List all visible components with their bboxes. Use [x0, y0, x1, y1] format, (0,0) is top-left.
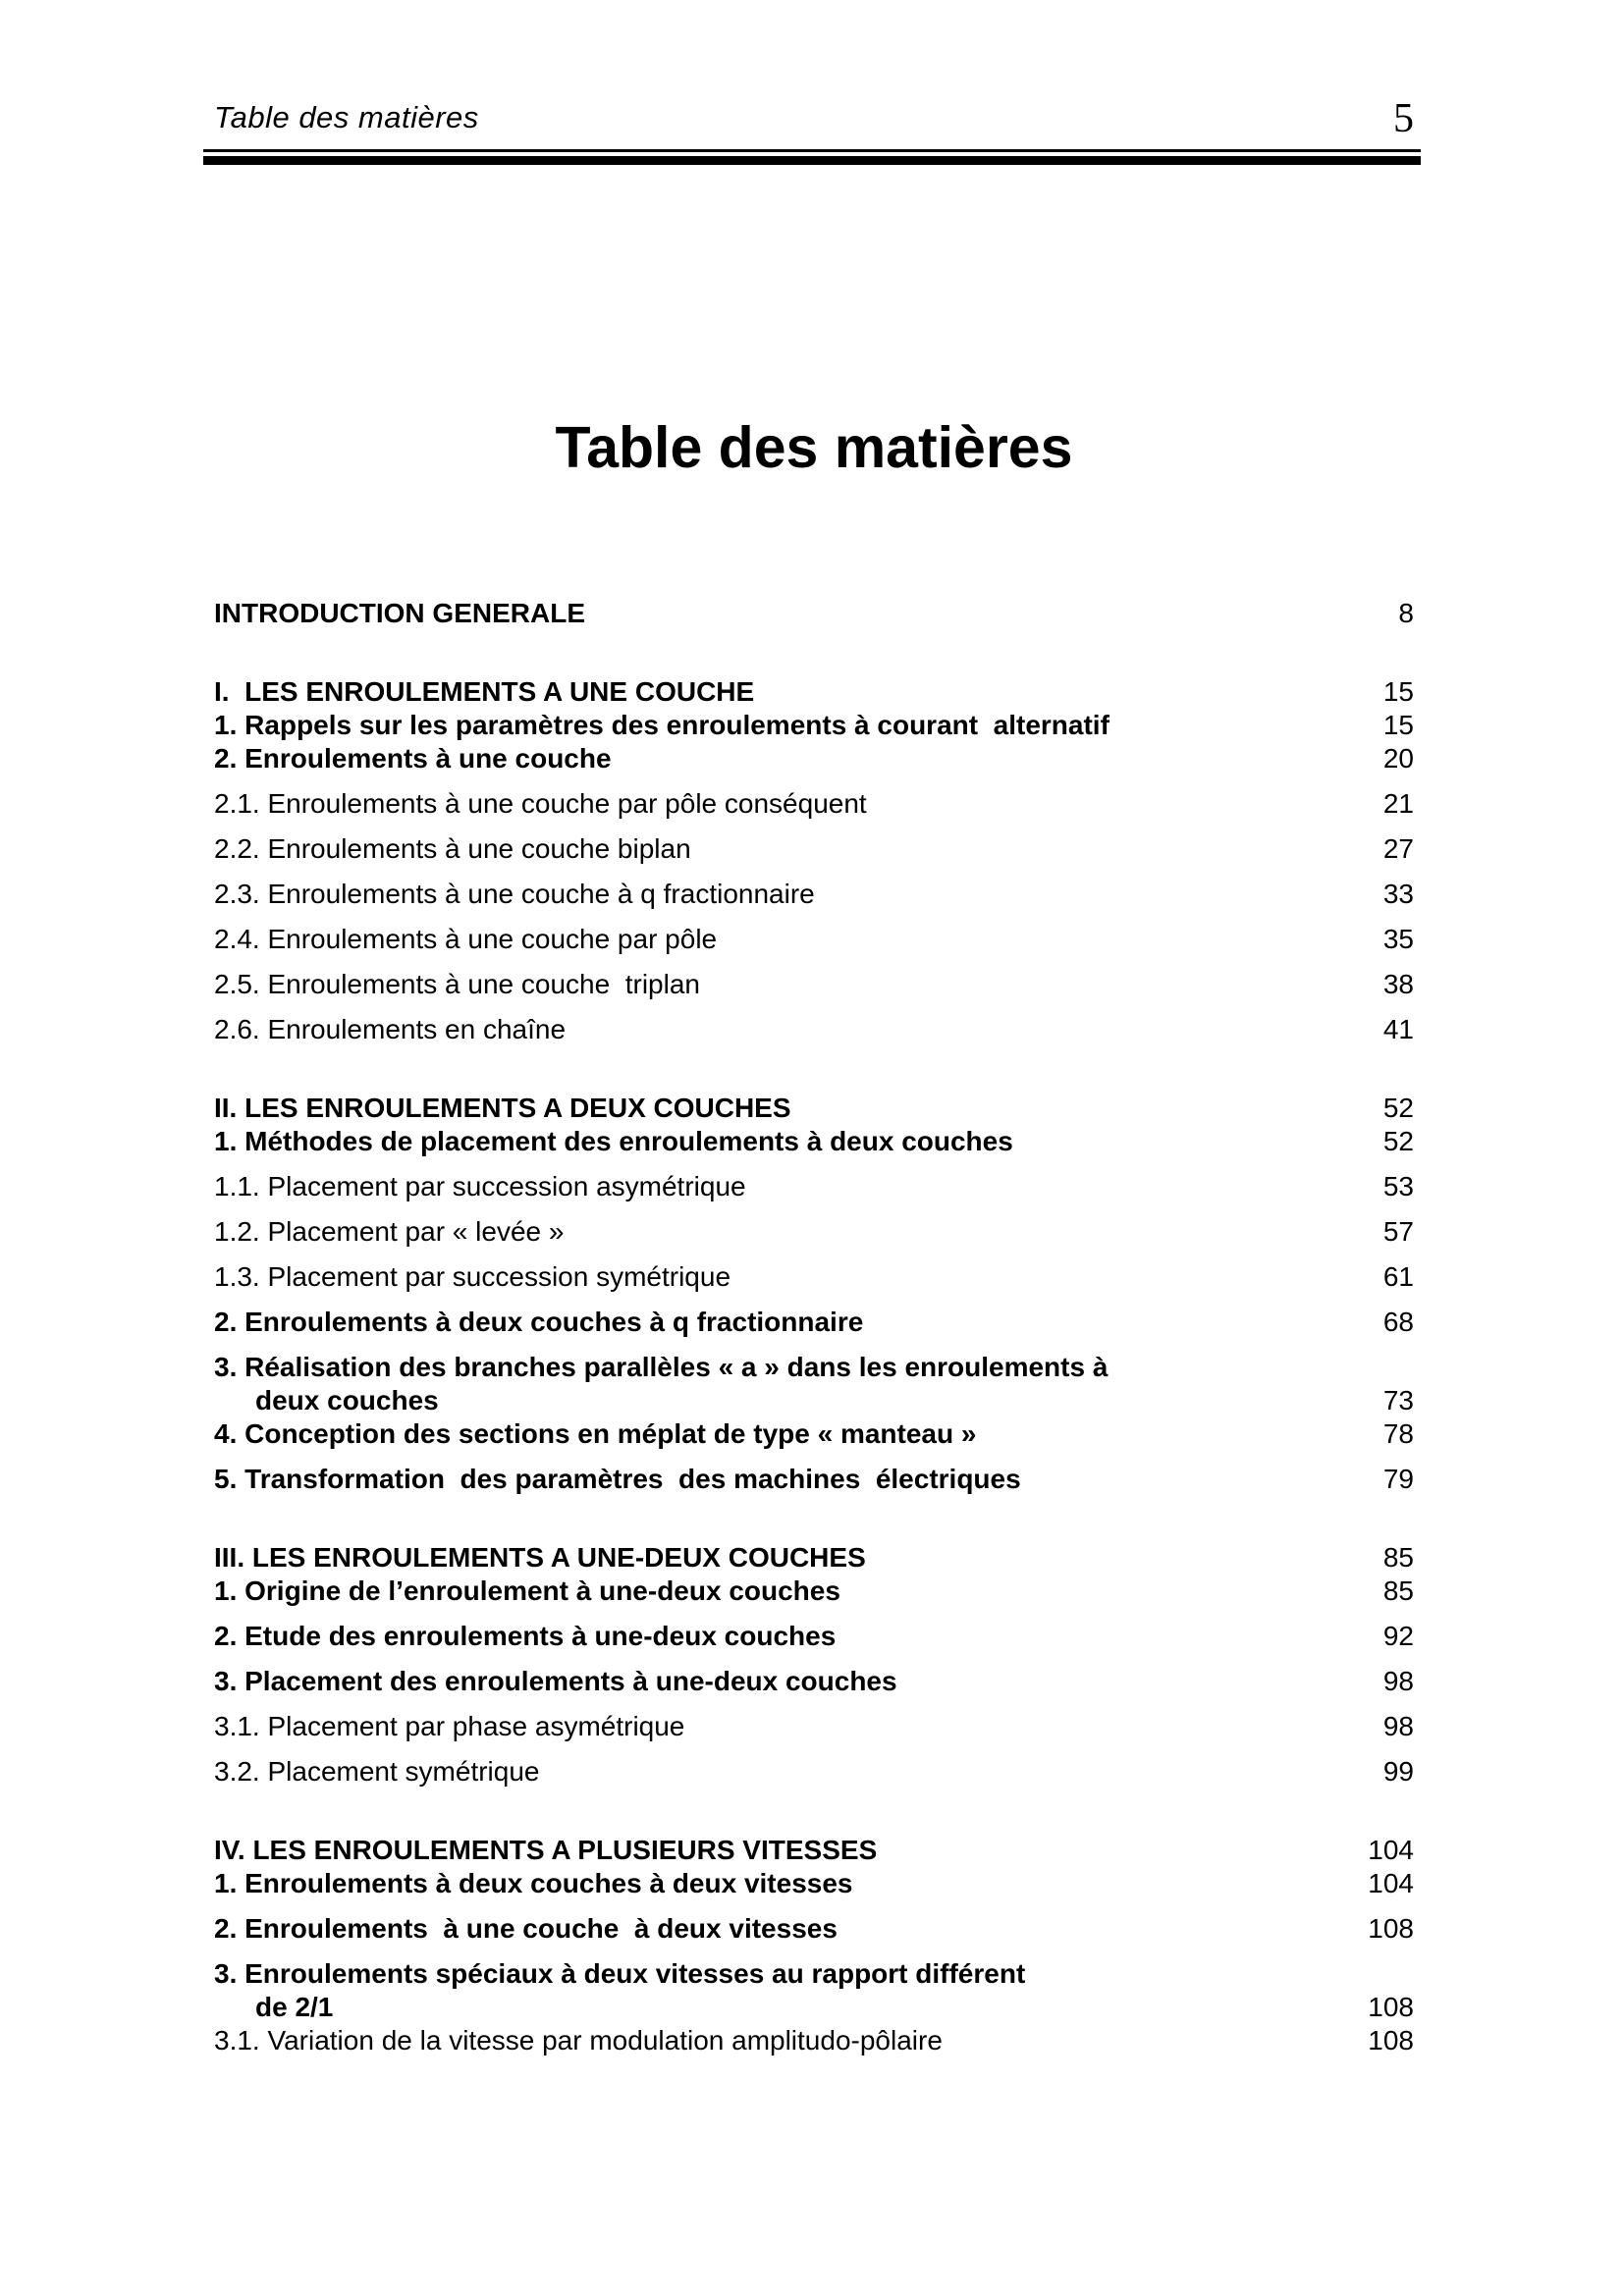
toc-entry-label: de 2/1 — [255, 1992, 334, 2022]
toc-entry-page: 33 — [1382, 879, 1414, 909]
toc-entry-label: 1. Origine de l’enroulement à une-deux couches — [214, 1575, 840, 1606]
toc-entry-page: 108 — [1368, 1913, 1414, 1944]
toc-row — [214, 1710, 1414, 1743]
toc-entry-page: 99 — [1382, 1756, 1414, 1787]
toc-entry-label: 1. Rappels sur les paramètres des enroulements à courant alternatif — [214, 710, 1109, 740]
toc-row — [214, 1755, 1414, 1789]
toc-row — [214, 1867, 1414, 1900]
toc-entry-page: 52 — [1382, 1093, 1414, 1123]
toc-entry-page: 104 — [1368, 1835, 1414, 1865]
toc-row — [214, 709, 1414, 742]
toc-row — [214, 878, 1414, 911]
toc-entry-label: 1. Enroulements à deux couches à deux vitesses — [214, 1868, 853, 1898]
toc-entry-page: 53 — [1382, 1171, 1414, 1201]
toc-row — [214, 1125, 1414, 1158]
toc-entry-page: 79 — [1382, 1464, 1414, 1494]
toc-entry-page: 35 — [1382, 924, 1414, 954]
toc-entry-page: 15 — [1382, 710, 1414, 740]
toc-entry-label: INTRODUCTION GENERALE — [214, 598, 585, 628]
toc-row — [214, 1170, 1414, 1203]
toc-entry-page: 98 — [1382, 1711, 1414, 1741]
toc-entry-label: 2.5. Enroulements à une couche triplan — [214, 969, 700, 999]
toc-entry-page: 68 — [1382, 1307, 1414, 1337]
toc-entry-label: 2.6. Enroulements en chaîne — [214, 1014, 567, 1044]
toc-entry-label: 1.2. Placement par « levée » — [214, 1216, 565, 1247]
toc-entry-label: 3. Placement des enroulements à une-deux couches — [214, 1666, 897, 1696]
toc-entry-page: 52 — [1382, 1126, 1414, 1156]
toc-entry-page: 57 — [1382, 1216, 1414, 1247]
toc-entry-label: 2. Etude des enroulements à une-deux couches — [214, 1621, 837, 1651]
toc-entry-label: 1. Méthodes de placement des enroulements à deux couches — [214, 1126, 1013, 1156]
toc-row — [214, 1912, 1414, 1946]
toc-entry-label: II. LES ENROULEMENTS A DEUX COUCHES — [214, 1093, 791, 1123]
toc-row — [214, 1541, 1414, 1575]
toc-row — [214, 832, 1414, 866]
toc-entry-label: 2. Enroulements à deux couches à q fractionnaire — [214, 1307, 864, 1337]
toc-entry-page: 108 — [1368, 1992, 1414, 2022]
toc-row — [214, 1463, 1414, 1496]
toc-entry-label: 2.4. Enroulements à une couche par pôle — [214, 924, 718, 954]
toc-entry-label: 2. Enroulements à une couche à deux vitesses — [214, 1913, 838, 1944]
header-rule-thin — [203, 149, 1421, 152]
toc-entry-label: 4. Conception des sections en méplat de type « manteau » — [214, 1418, 977, 1449]
toc-row — [214, 1575, 1414, 1608]
toc-row — [214, 1384, 1414, 1417]
toc-row — [214, 787, 1414, 821]
toc-row — [214, 742, 1414, 775]
toc-row — [214, 1834, 1414, 1867]
toc-entry-label: 2. Enroulements à une couche — [214, 743, 612, 774]
toc-row — [214, 2024, 1414, 2057]
toc-entry-label: 2.2. Enroulements à une couche biplan — [214, 833, 691, 864]
toc-entry-page: 78 — [1382, 1418, 1414, 1449]
toc — [214, 597, 1414, 2057]
toc-entry-label: 3.2. Placement symétrique — [214, 1756, 540, 1787]
toc-row — [214, 1260, 1414, 1294]
toc-entry-page: 85 — [1382, 1542, 1414, 1573]
running-header-page-number: 5 — [1393, 95, 1414, 141]
toc-entry-page: 27 — [1382, 833, 1414, 864]
toc-row — [214, 923, 1414, 956]
toc-entry-page: 85 — [1382, 1575, 1414, 1606]
toc-row — [214, 1351, 1414, 1384]
page-title: Table des matières — [555, 415, 1073, 480]
toc-row — [214, 1092, 1414, 1125]
toc-row — [214, 968, 1414, 1001]
toc-entry-page: 92 — [1382, 1621, 1414, 1651]
toc-entry-label: IV. LES ENROULEMENTS A PLUSIEURS VITESSES — [214, 1835, 878, 1865]
toc-entry-label: 1.3. Placement par succession symétrique — [214, 1261, 731, 1292]
toc-entry-label: I. LES ENROULEMENTS A UNE COUCHE — [214, 676, 755, 707]
toc-entry-page: 20 — [1382, 743, 1414, 774]
toc-entry-label: 2.1. Enroulements à une couche par pôle conséquent — [214, 788, 867, 819]
running-header — [214, 95, 1414, 141]
toc-entry-label: 3.1. Variation de la vitesse par modulation amplitudo-pôlaire — [214, 2025, 943, 2056]
toc-entry-label: III. LES ENROULEMENTS A UNE-DEUX COUCHES — [214, 1542, 866, 1573]
toc-entry-page: 41 — [1382, 1014, 1414, 1044]
toc-row — [214, 1417, 1414, 1451]
toc-entry-page: 104 — [1368, 1868, 1414, 1898]
toc-row — [214, 1215, 1414, 1249]
toc-entry-page: 108 — [1368, 2025, 1414, 2056]
toc-row — [214, 675, 1414, 709]
toc-entry-page: 8 — [1398, 598, 1414, 628]
toc-entry-label: 1.1. Placement par succession asymétrique — [214, 1171, 746, 1201]
header-rule-thick — [203, 156, 1421, 165]
toc-row — [214, 1991, 1414, 2024]
running-header-title: Table des matières — [214, 100, 479, 134]
toc-entry-label: 2.3. Enroulements à une couche à q fractionnaire — [214, 879, 815, 909]
toc-entry-label: 3.1. Placement par phase asymétrique — [214, 1711, 685, 1741]
toc-entry-page: 21 — [1382, 788, 1414, 819]
toc-entry-label: 3. Réalisation des branches parallèles « a » dans les enroulements à — [214, 1352, 1109, 1382]
toc-row — [214, 597, 1414, 630]
toc-entry-page: 38 — [1382, 969, 1414, 999]
toc-row — [214, 1306, 1414, 1339]
toc-entry-label: 5. Transformation des paramètres des machines électriques — [214, 1464, 1021, 1494]
toc-entry-page: 15 — [1382, 676, 1414, 707]
toc-row — [214, 1620, 1414, 1653]
toc-entry-page: 98 — [1382, 1666, 1414, 1696]
toc-entry-page: 73 — [1382, 1385, 1414, 1415]
toc-entry-page: 61 — [1382, 1261, 1414, 1292]
toc-row — [214, 1957, 1414, 1991]
toc-entry-label: deux couches — [255, 1385, 439, 1415]
toc-row — [214, 1013, 1414, 1046]
toc-entry-label: 3. Enroulements spéciaux à deux vitesses au rapport différent — [214, 1958, 1026, 1989]
toc-row — [214, 1665, 1414, 1698]
